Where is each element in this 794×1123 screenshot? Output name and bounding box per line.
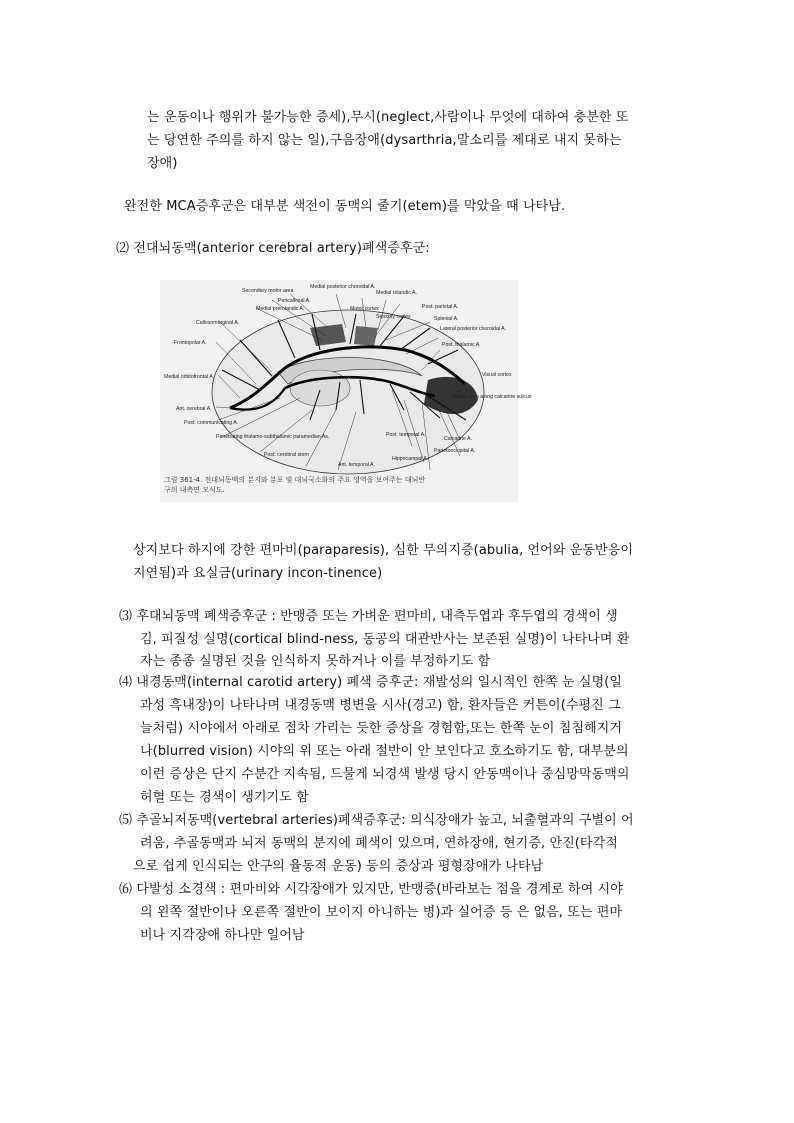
intro-line: 는 당연한 주의를 하지 않는 일),구음장애(dysarthria,말소리를 제대로 내지 못하는 <box>147 133 622 148</box>
label-splenial: Splenial A. <box>434 316 459 322</box>
item-4-line: 나(blurred vision) 시야의 위 또는 아래 절반이 안 보인다고 호소하기도 함, 대부분의 <box>140 744 629 759</box>
label-pericallosal: Pericallosal A. <box>278 298 311 304</box>
sensory-cortex-area <box>354 326 378 346</box>
label-secondary-motor: Secondary motor area <box>242 288 294 294</box>
label-callosomarginal: Callosomarginal A. <box>196 320 240 326</box>
label-ant-temporal: Ant. temporal A. <box>338 462 375 468</box>
label-sensory-cortex: Sensory cortex <box>376 314 411 320</box>
aca-diagram-figure <box>160 280 532 502</box>
item-3-line: ⑶ 후대뇌동맥 폐색증후군 : 반맹증 또는 가벼운 편마비, 내측두엽과 후두엽의 경색이 생 <box>119 609 618 624</box>
label-lateral-posterior-choroidal: Lateral posterior choroidal A. <box>440 326 507 332</box>
label-parietooccipital: Parietooccipital A. <box>434 448 476 454</box>
label-post-temporal: Post. temporal A. <box>386 432 426 438</box>
label-post-parietal: Post. parietal A. <box>422 304 459 310</box>
section-heading: ⑵ 전대뇌동맥(anterior cerebral artery)폐색증후군: <box>116 241 430 256</box>
label-visual-cortex: Visual cortex <box>482 372 512 378</box>
intro-line: 는 운동이나 행위가 불가능한 증세),무시(neglect,사람이나 무엇에 대하여 충분한 또 <box>147 110 629 125</box>
figure-caption: 그림 361-4. 전대뇌동맥의 분지와 분포 및 대뇌국소화의 주요 영역을 보여주는 대뇌반 <box>164 476 426 484</box>
aca-diagram <box>160 280 532 502</box>
label-striate-area: Striate area along calcarine sulcus <box>452 394 532 400</box>
intro-line: 장애) <box>147 156 178 171</box>
figure-caption-line2: 구의 내측면 모식도. <box>164 486 225 494</box>
item-3-line: 김, 피질성 실명(cortical blind-ness, 동공의 대관반사는 보존된 실명)이 나타나며 환 <box>140 632 630 647</box>
item-3-line: 자는 종종 실명된 것을 인식하지 못하거나 이를 부정하기도 함 <box>140 654 491 669</box>
item-4-line: ⑷ 내경동맥(internal carotid artery) 폐색 증후군: 재발성의 일시적인 한쪽 눈 실명(일 <box>119 675 623 690</box>
item-5-line: 으로 쉽게 인식되는 안구의 율동적 운동) 등의 증상과 평형장애가 나타남 <box>133 859 544 874</box>
item-4-line: 늘처럼) 시야에서 아래로 점차 가리는 듯한 증상을 경험함,또는 한쪽 눈이 침침해지거 <box>140 721 623 736</box>
label-calcarine: Calcarine A. <box>444 436 472 442</box>
label-hippocampal: Hippocampal A. <box>392 456 429 462</box>
label-post-thalamic: Post. thalamic A. <box>442 342 481 348</box>
label-motor-cortex: Motor cortex <box>350 306 379 312</box>
label-post-cerebral-stem: Post. cerebral stem <box>264 452 309 458</box>
mca-note: 완전한 MCA증후군은 대부분 색전이 동맥의 줄기(etem)를 막았을 때 나타남. <box>124 199 566 214</box>
item-6-line: 비나 지각장애 하나만 일어남 <box>140 928 305 943</box>
label-medial-prerolandic: Medial prerolandic A. <box>256 306 305 312</box>
item-4-line: 이런 증상은 단지 수분간 지속됨, 드물게 뇌경색 발생 당시 안동맥이나 중심망막동맥의 <box>140 767 630 782</box>
label-penetrating: Penetrating thalamo-subthalamic paramedian As. <box>216 434 330 440</box>
label-ant-cerebral: Ant. cerebral A. <box>176 406 212 412</box>
item-6-line: 의 왼쪽 절반이나 오른쪽 절반이 보이지 아니하는 병)과 실어증 등 은 없음, 또는 편마 <box>140 905 623 920</box>
label-post-communicating: Post. communicating A. <box>184 420 239 426</box>
item-4-line: 허혈 또는 경색이 생기기도 함 <box>140 790 309 805</box>
aca-summary-line: 상지보다 하지에 강한 편마비(paraparesis), 심한 무의지증(abulia, 언어와 운동반응이 <box>133 543 634 558</box>
aca-summary-line: 지연됨)과 요실금(urinary incon-tinence) <box>133 566 383 581</box>
item-4-line: 과성 흑내장)이 나타나며 내경동맥 병변을 시사(경고) 함, 환자들은 커튼이(수평진 그 <box>140 698 621 713</box>
thalamus-region <box>290 370 350 406</box>
label-medial-orbitofrontal: Medial orbitofrontal A. <box>164 374 215 380</box>
item-5-line: 려움, 추골동맥과 뇌저 동맥의 분지에 폐색이 있으며, 연하장애, 현기증, 안진(타각적 <box>140 836 618 851</box>
item-5-line: ⑸ 추골뇌저동맥(vertebral arteries)폐색증후군: 의식장애가 높고, 뇌출혈과의 구별이 어 <box>119 813 634 828</box>
label-frontopolar: Frontopolar A. <box>174 340 207 346</box>
label-medial-rolandic: Medial rolandic A. <box>376 290 417 296</box>
label-medial-posterior-choroidal: Medial posterior choroidal A. <box>310 284 376 290</box>
item-6-line: ⑹ 다발성 소경색 : 편마비와 시각장애가 있지만, 반맹증(바라보는 점을 경계로 하여 시야 <box>119 882 623 897</box>
